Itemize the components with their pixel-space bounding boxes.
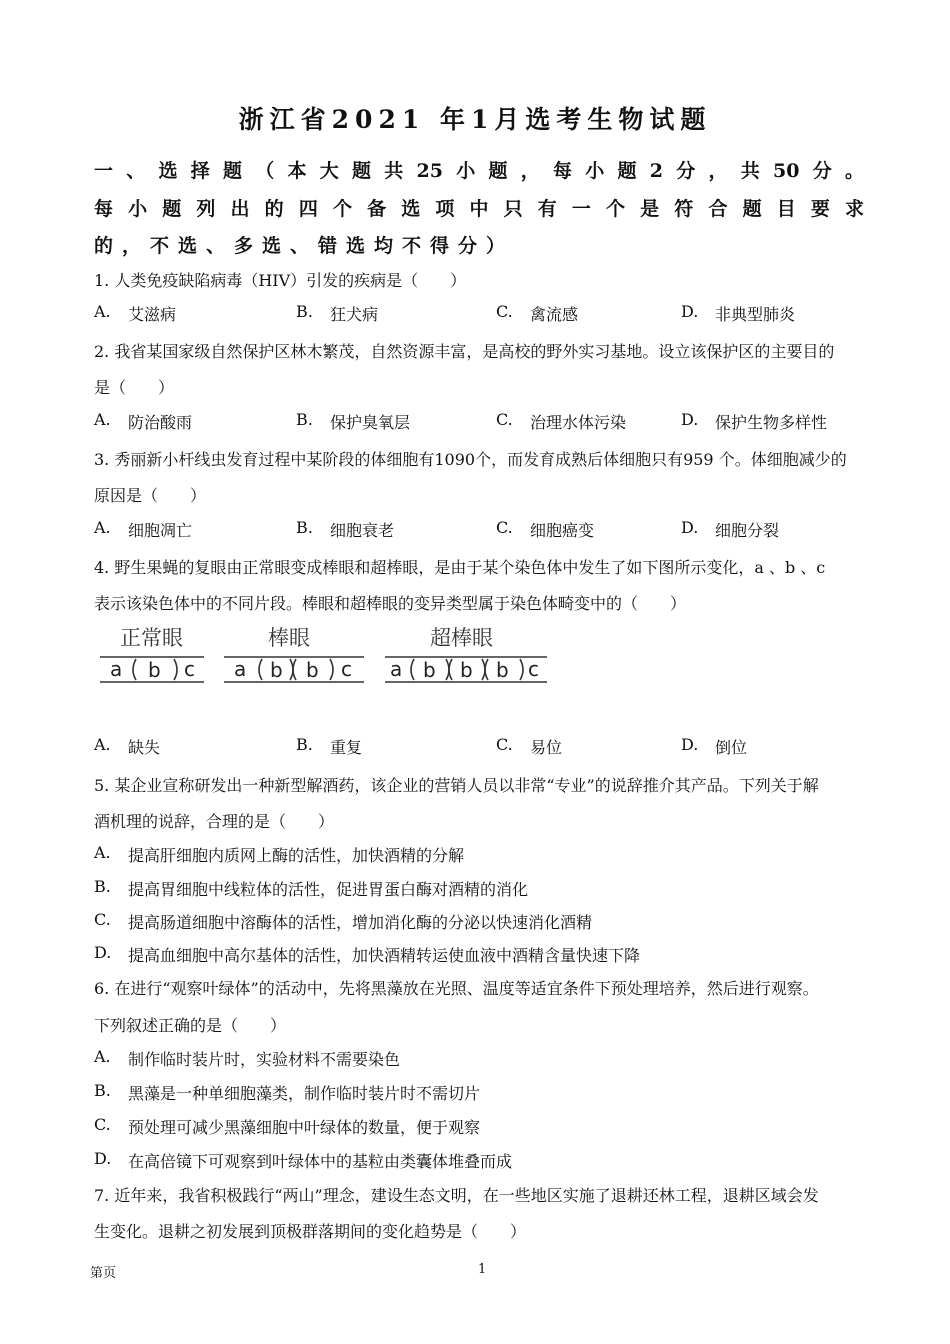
q1-option-a: A. 艾滋病: [94, 302, 177, 324]
chromosome-figure: [96, 622, 556, 692]
q3-option-a: A. 细胞凋亡: [94, 518, 193, 540]
q5-option-a: A. 提高肝细胞内质网上酶的活性，加快酒精的分解: [94, 843, 465, 865]
bar-seg-b-1: b: [270, 658, 283, 682]
label-ultra-bar-eye: 超棒眼: [430, 626, 493, 650]
question-7-stem: 7. 近年来，我省积极践行“两山”理念，建设生态文明，在一些地区实施了退耕还林工程，退耕区域会发: [94, 1186, 819, 1205]
normal-seg-c: c: [184, 657, 195, 681]
q4-option-b: B. 重复: [296, 735, 363, 757]
question-1-stem: 1. 人类免疫缺陷病毒（HIV）引发的疾病是（ ）: [94, 271, 467, 290]
page-title: 浙江省2021 年1月选考生物试题: [238, 105, 712, 134]
q5-option-b: B. 提高胃细胞中线粒体的活性，促进胃蛋白酶对酒精的消化: [94, 877, 529, 899]
q2-option-c: C. 治理水体污染: [496, 410, 627, 432]
ultra-mid-bracket-4: [485, 659, 488, 680]
q2-option-d: D. 保护生物多样性: [681, 410, 828, 432]
q2-option-a: A. 防治酸雨: [94, 410, 193, 432]
bar-seg-b-2: b: [306, 658, 319, 682]
bar-mid-bracket-2: [293, 659, 296, 680]
q2-option-b: B. 保护臭氧层: [296, 410, 411, 432]
q1-option-c: C. 禽流感: [496, 302, 579, 324]
q5-option-c: C. 提高肠道细胞中溶酶体的活性，增加消化酶的分泌以快速消化酒精: [94, 910, 593, 932]
normal-left-bracket: [133, 659, 136, 680]
ultra-seg-b-1: b: [423, 658, 436, 682]
bar-seg-c: c: [341, 657, 352, 681]
q4-option-d: D. 倒位: [681, 735, 748, 757]
q1-option-d: D. 非典型肺炎: [681, 302, 796, 324]
q5-option-d: D. 提高血细胞中高尔基体的活性，加快酒精转运使血液中酒精含量快速下降: [94, 943, 641, 965]
q3-option-d: D. 细胞分裂: [681, 518, 780, 540]
ultra-seg-c: c: [528, 657, 539, 681]
question-6-stem: 6. 在进行“观察叶绿体”的活动中，先将黑藻放在光照、温度等适宜条件下预处理培养，然后进行观察。: [94, 979, 819, 998]
section-header-line-3: 的，不选、多选、错选均不得分）: [94, 235, 515, 257]
ultra-left-bracket: [411, 659, 414, 680]
normal-seg-b: b: [148, 658, 161, 682]
section-header-line-2: 每小题列出的四个备选项中只有一个是符合题目要求: [94, 198, 864, 220]
q6-option-d: D. 在高倍镜下可观察到叶绿体中的基粒由类囊体堆叠而成: [94, 1149, 513, 1171]
q6-option-a: A. 制作临时装片时，实验材料不需要染色: [94, 1047, 401, 1069]
footer-page-label: 第页: [90, 1266, 117, 1281]
question-2-stem-cont: 是（ ）: [94, 378, 175, 397]
question-5-stem: 5. 某企业宣称研发出一种新型解酒药，该企业的营销人员以非常“专业”的说辞推介其产品。下列关于解: [94, 776, 819, 795]
q3-option-c: C. 细胞癌变: [496, 518, 595, 540]
question-6-stem-cont: 下列叙述正确的是（ ）: [94, 1016, 287, 1035]
bar-seg-a: a: [234, 657, 247, 681]
ultra-seg-b-2: b: [460, 658, 473, 682]
bar-right-bracket: [330, 659, 333, 680]
ultra-mid-bracket-2: [449, 659, 452, 680]
ultra-seg-b-3: b: [496, 658, 509, 682]
q1-option-b: B. 狂犬病: [296, 302, 379, 324]
question-4-stem-cont: 表示该染色体中的不同片段。棒眼和超棒眼的变异类型属于染色体畸变中的（ ）: [94, 594, 687, 613]
ultra-seg-a: a: [390, 657, 403, 681]
footer-page-number: 1: [478, 1262, 487, 1277]
question-3-stem: 3. 秀丽新小杆线虫发育过程中某阶段的体细胞有1090个，而发育成熟后体细胞只有959 个。体细胞减少的: [94, 450, 847, 469]
question-5-stem-cont: 酒机理的说辞，合理的是（ ）: [94, 812, 335, 831]
question-7-stem-cont: 生变化。退耕之初发展到顶极群落期间的变化趋势是（ ）: [94, 1222, 527, 1241]
q4-option-a: A. 缺失: [94, 735, 161, 757]
bar-left-bracket: [259, 659, 262, 680]
question-3-stem-cont: 原因是（ ）: [94, 486, 207, 505]
normal-seg-a: a: [110, 657, 123, 681]
section-header-line-1: 一、选择题（本大题共25小题，每小题2分，共50分。: [94, 160, 864, 182]
label-normal-eye: 正常眼: [120, 626, 183, 650]
normal-right-bracket: [174, 659, 177, 680]
q6-option-c: C. 预处理可减少黑藻细胞中叶绿体的数量，便于观察: [94, 1115, 481, 1137]
ultra-right-bracket: [520, 659, 523, 680]
question-2-stem: 2. 我省某国家级自然保护区林木繁茂，自然资源丰富，是高校的野外实习基地。设立该保护区的主要目的: [94, 342, 835, 361]
label-bar-eye: 棒眼: [268, 626, 310, 650]
q4-option-c: C. 易位: [496, 735, 563, 757]
q3-option-b: B. 细胞衰老: [296, 518, 395, 540]
question-4-stem: 4. 野生果蝇的复眼由正常眼变成棒眼和超棒眼，是由于某个染色体中发生了如下图所示变化，a 、b 、c: [94, 558, 826, 577]
q6-option-b: B. 黑藻是一种单细胞藻类，制作临时装片时不需切片: [94, 1081, 481, 1103]
